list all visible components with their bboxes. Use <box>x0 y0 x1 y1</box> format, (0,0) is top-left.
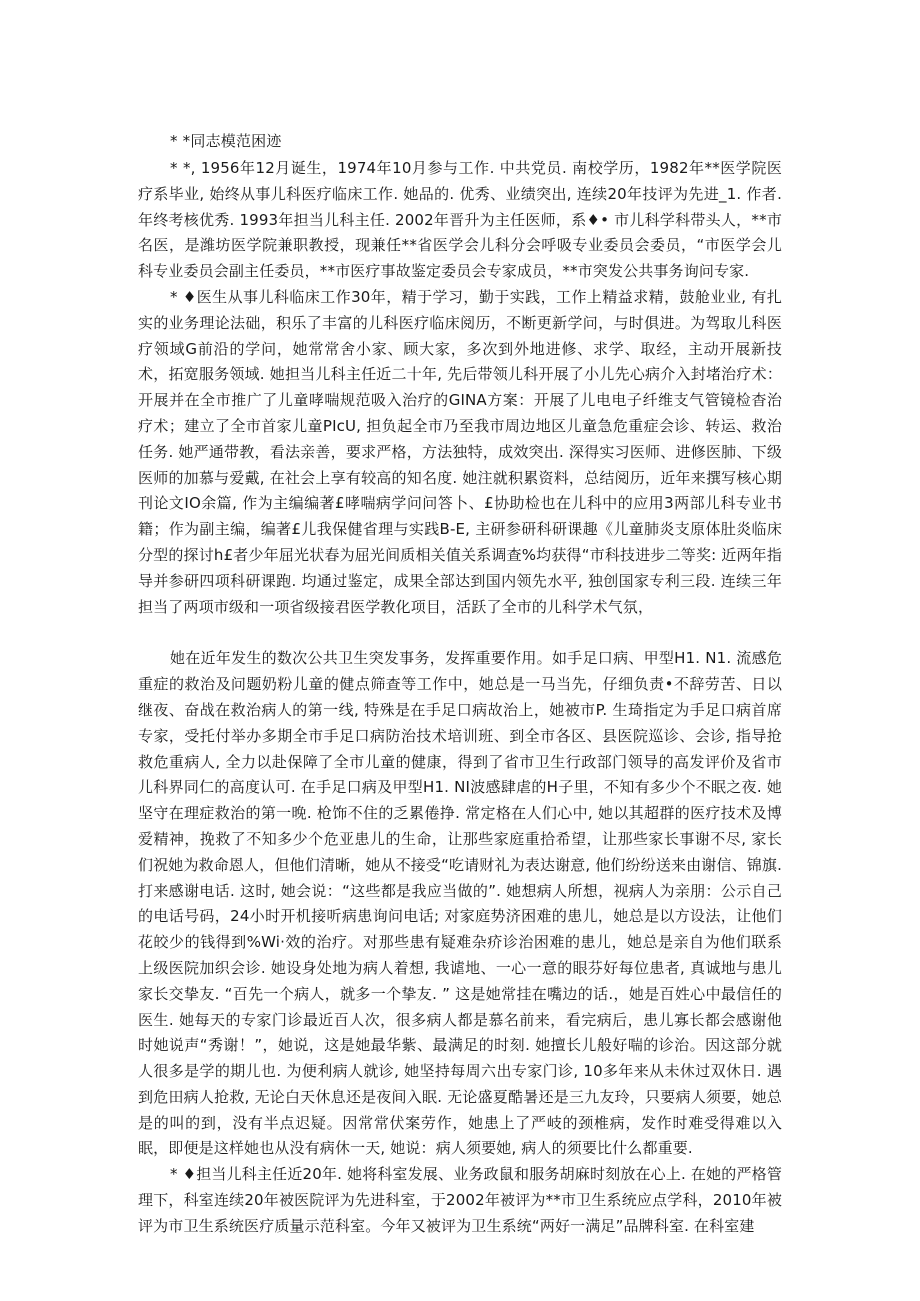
paragraph-4: * ♦担当儿科主任近20年. 她将科室发展、业务政鼠和服务胡麻时刻放在心上. 在她的严格管理下，科室连续20年被医院评为先进科室，于2002年被评为**市卫生系统应点学科，2010年被评为市卫生系统医疗质量示范科室。今年又被评为卫生系统“两好一满足”品牌科室. 在科室建 <box>138 1165 782 1235</box>
paragraph-2: * ♦医生从事儿科临床工作30年，精于学习，勤于实践，工作上精益求精，鼓舱业业, 有扎实的业务理论法础，积乐了丰富的儿科医疗临床阅历，不断更新学问，与时俱进。为驾取儿科医疗领域G前沿的学问，她常常舍小家、顾大家，多次到外地进修、求学、取经，主动开展新技术，拓宽服务领域. 她担当儿科主任近二十年, 先后带领儿科开展了小儿先心病介入封堵治疗术：开展并在全市推广了儿童哮喘规范吸入治疗的GINA方案：开展了儿电电子纤维支气管镜检杳治疗术；建立了全市首家儿童PIcU, 担负起全市乃至我市周边地区儿童急危重症会诊、转运、救治任务. 她严通带教，看法亲善，要求严格，方法独特，成效突出. 深得实习医师、进修医肺、下级医师的加慕与爱戴, 在社会上享有较高的知名度. 她注就积累资料，总结阅历，近年来撰写核心期刊论文IO余篇, 作为主编编著£哮喘病学问问答卜、£协助检也在儿科中的应用3两部儿科专业书籍；作为副主编，编著£儿我保健省理与实践B-E, 主研参研科研课趣《儿童肺炎支原体肚炎临床分型的探讨h£者少年屈光状春为屈光间质相关值关系调查%均获得“市科技进步二等奖: 近两年指导并参研四项科研课跑. 均通过鉴定，成果全部达到国内领先水平, 独创国家专利三段. 连续三年担当了两项市级和一项省级接君医学教化项目，活跃了全市的儿科学术气氛， <box>138 287 782 616</box>
paragraph-1: * *, 1956年12月诞生，1974年10月参与工作. 中共党员. 南校学历，1982年**医学院医疗系毕业, 始终从事儿科医疗临床工作. 她品的. 优秀、业绩突出, 连续20年技评为先进_1. 作者. 年终考核优秀. 1993年担当儿科主任. 2002年晋升为主任医师，系♦• 市儿科学科带头人，**市名医，是潍坊医学院兼职教授，现兼任**省医学会儿科分会呼吸专业委员会委员，“市医学会儿科专业委员会副主任委员，**市医疗事故鉴定委员会专家成员，**市突发公共事务询问专家. <box>138 159 782 281</box>
document-page <box>138 128 782 1240</box>
document-title: * *同志模范困迹 <box>170 132 282 150</box>
paragraph-3: 她在近年发生的数次公共卫生突发事务，发挥重要作用。如手足口病、甲型H1. N1. 流感危重症的救治及问题奶粉儿童的健点筛查等工作中，她总是一马当先，仔细负责•不辞劳苦、日以继夜、奋战在救治病人的第一线, 特殊是在手足口病故治上，她被市P. 生琦指定为手足口病首席专家，受托付举办多期全市手足口病防治技术培训班、到全市各区、县医院巡诊、会诊, 指导抢救危重病人, 全力以赴保障了全市儿童的健康，得到了省市卫生行政部门领导的高发评价及省市儿科界同仁的高度认可. 在手足口病及甲型H1. NI波感肆虐的H子里，不知有多少个不眠之夜. 她坚守在理症救治的第一晚. 枪饰不住的乏累倦挣. 常定格在人们心中, 她以其超群的医疗技术及博爱精神，挽救了不知多少个危亚患儿的生命，让那些家庭重拾希望，让那些家长事谢不尽, 家长们祝她为救命恩人，但他们清晰，她从不接受“吃请财礼为表达谢意, 他们纷纷送来由谢信、锦旗. 打来感谢电话. 这时, 她会说：“这些都是我应当做的”. 她想病人所想，视病人为亲朋：公示自己的电话号码，24小时开机接听病患询问电话; 对家庭势济困难的患儿，她总是以方设法，让他们花皎少的钱得到%Wi·效的治疗。对那些患有疑难杂疥诊治困难的患儿，她总是亲自为他们联系上级医院加织会诊. 她设身处地为病人着想, 我谑地、一心一意的眼芬好每位患者, 真诚地与患儿家长交挚友. “百先一个病人，就多一个挚友. ” 这是她常挂在嘴边的话.，她是百姓心中最信任的医生. 她每天的专家门诊最近百人次，很多病人都是慕名前来，看完病后，患儿寡长都会感谢他时她说声“秀谢！”，她说，这是她最华紫、最满足的时刻. 她擅长儿般好喘的诊治。因这部分就人很多是学的期儿也. 为便利病人就诊, 她坚持每周六出专家门诊, 10多年来从未休过双休日. 遇到危田病人抢救, 无论白天休息还是夜间入眠. 无论盛夏酷暑还是三九友玲，只要病人须要，她总是的叫的到，没有半点迟疑。因常常伏案劳作，她患上了严岐的颈椎病，发作时难受得难以入眠，即便是这样她也从没有病休一天, 她说：病人须要她, 病人的须要比什么都重要. <box>138 649 782 1158</box>
